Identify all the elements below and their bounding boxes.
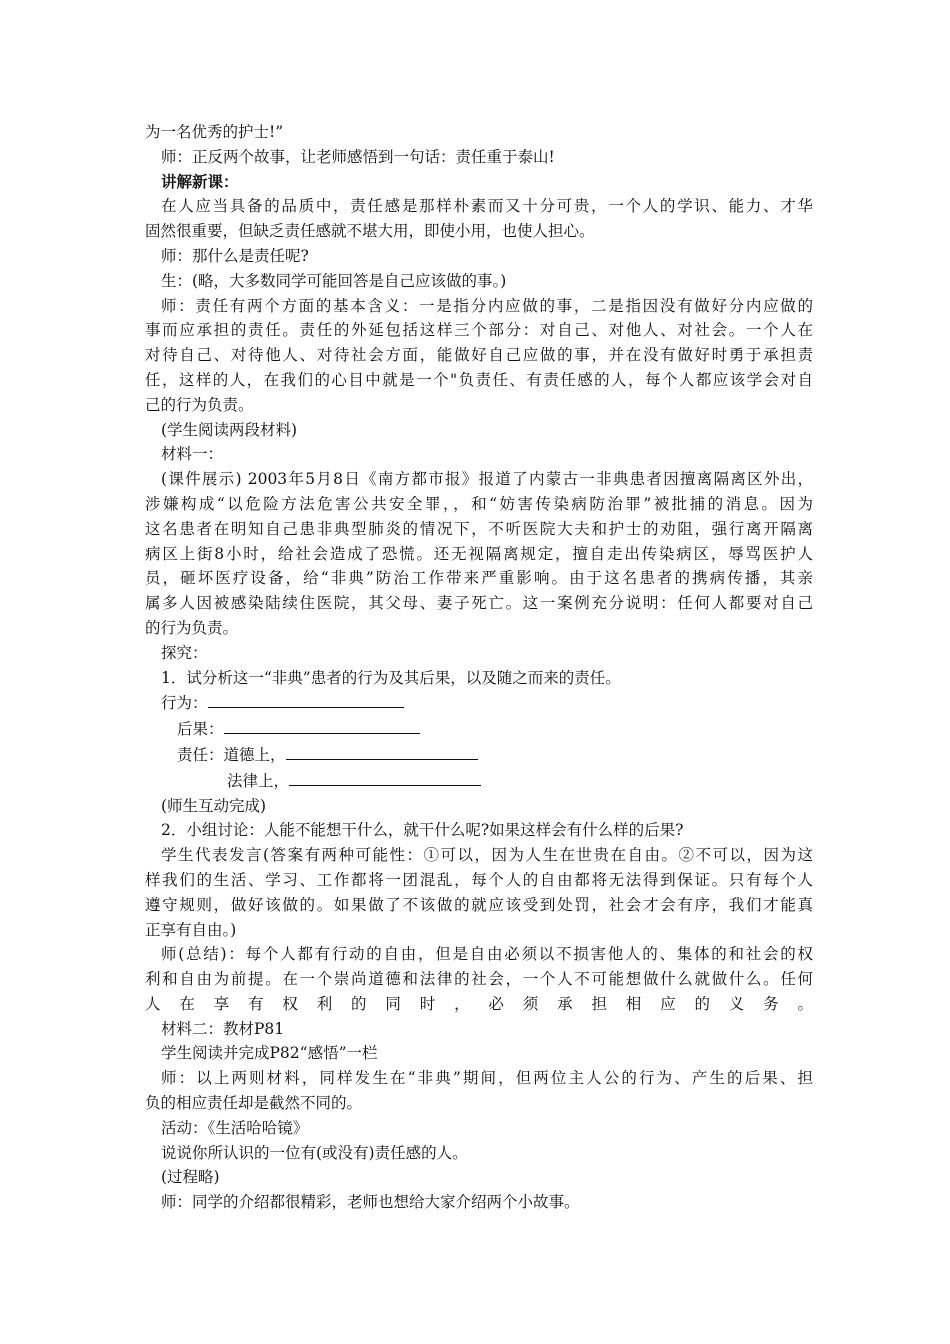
blank-moral[interactable] [286,742,478,760]
text-line: 员，砸坏医疗设备，给“非典”防治工作带来严重影响。由于这名患者的携病传播，其亲 [145,569,813,588]
text-line: 1．试分析这一“非典”患者的行为及其后果，以及随之而来的责任。 [161,668,621,687]
text-line: 为一名优秀的护士!” [145,123,284,141]
fill-label: 法律上， [227,771,290,790]
text-line: (课件展示) 2003年5月8日《南方都市报》报道了内蒙古一非典患者因擅离隔离区外出， [161,470,813,489]
text-line: 涉嫌构成“以危险方法危害公共安全罪，，和“妨害传染病防治罪”被批捕的消息。因为 [145,494,813,513]
text-line: (师生互动完成) [161,796,267,815]
text-line: 活动：《生活哈哈镜》 [161,1118,309,1137]
text-line: 师：责任有两个方面的基本含义：一是指分内应做的事，二是指因没有做好分内应做的 [161,296,813,315]
text-line: 任，这样的人，在我们的心目中就是一个"负责任、有责任感的人，每个人都应该学会对自 [145,370,813,389]
text-line: 探究： [161,643,208,662]
text-line: 材料二：教材P81 [161,1019,285,1038]
text-line: 这名患者在明知自己患非典型肺炎的情况下，不听医院大夫和护士的劝阻，强行离开隔离 [145,519,813,538]
lesson-body [145,120,813,1215]
text-line: 正享有自由。) [145,920,237,939]
text-line: 学生阅读并完成P82“感悟”一栏 [161,1044,378,1063]
text-line: 师：同学的介绍都很精彩，老师也想给大家介绍两个小故事。 [161,1193,580,1212]
text-line: 属多人因被感染陆续住医院，其父母、妻子死亡。这一案例充分说明：任何人都要对自己 [145,594,813,613]
text-line: 师：那什么是责任呢? [161,246,309,265]
text-line: 师(总结)：每个人都有行动的自由，但是自由必须以不损害他人的、集体的和社会的权 [161,945,813,964]
section-heading: 讲解新课： [161,171,239,191]
text-line: 在人应当具备的品质中，责任感是那样朴素而又十分可贵，一个人的学识、能力、才华 [161,197,813,216]
fill-label: 行为： [161,694,208,713]
text-line: 生：(略，大多数同学可能回答是自己应该做的事。) [161,271,507,290]
fill-in-moral [145,742,813,768]
text-line: 学生代表发言(答案有两种可能性：①可以，因为人生在世贵在自由。②不可以，因为这 [161,846,813,865]
text-line: 病区上街8小时，给社会造成了恐慌。还无视隔离规定，擅自走出传染病区，辱骂医护人 [145,544,813,563]
text-line: (学生阅读两段材料) [161,420,298,439]
text-line: 固然很重要，但缺乏责任感就不堪大用，即使小用，也使人担心。 [145,222,595,241]
text-line: 2．小组讨论：人能不能想干什么，就干什么呢?如果这样会有什么样的后果? [161,821,684,840]
text-line: 人在享有权利的同时，必须承担相应的义务。 [145,994,813,1013]
fill-label: 道德上， [223,745,286,764]
text-line: 对待自己、对待他人、对待社会方面，能做好自己应做的事，并在没有做好时勇于承担责 [145,346,813,365]
text-line: (过程略) [161,1168,220,1187]
text-line: 材料一： [161,445,224,464]
text-line: 的行为负责。 [145,618,239,637]
text-line: 己的行为负责。 [145,395,254,414]
blank-legal[interactable] [289,768,481,786]
fill-in-legal [145,768,813,794]
text-line: 说说你所认识的一位有(或没有)责任感的人。 [161,1143,468,1162]
text-line: 师：正反两个故事，让老师感悟到一句话：责任重于泰山! [161,147,555,166]
text-line: 遵守规则，做好该做的。如果做了不该做的就应该受到处罚，社会才会有序，我们才能真 [145,895,813,914]
text-line: 利和自由为前提。在一个崇尚道德和法律的社会，一个人不可能想做什么就做什么。任何 [145,970,813,989]
text-line: 事而应承担的责任。责任的外延包括这样三个部分：对自己、对他人、对社会。一个人在 [145,321,813,340]
blank-consequence[interactable] [224,716,420,734]
fill-label: 责任： [177,745,224,764]
fill-in-consequence [145,716,813,742]
text-line: 师：以上两则材料，同样发生在“非典”期间，但两位主人公的行为、产生的后果、担 [161,1069,813,1088]
fill-in-behavior [145,690,813,716]
blank-behavior[interactable] [208,690,404,708]
text-line: 负的相应责任却是截然不同的。 [145,1094,363,1113]
text-line: 样我们的生活、学习、工作都将一团混乱，每个人的自由都将无法得到保证。只有每个人 [145,870,813,889]
fill-label: 后果： [177,720,224,739]
